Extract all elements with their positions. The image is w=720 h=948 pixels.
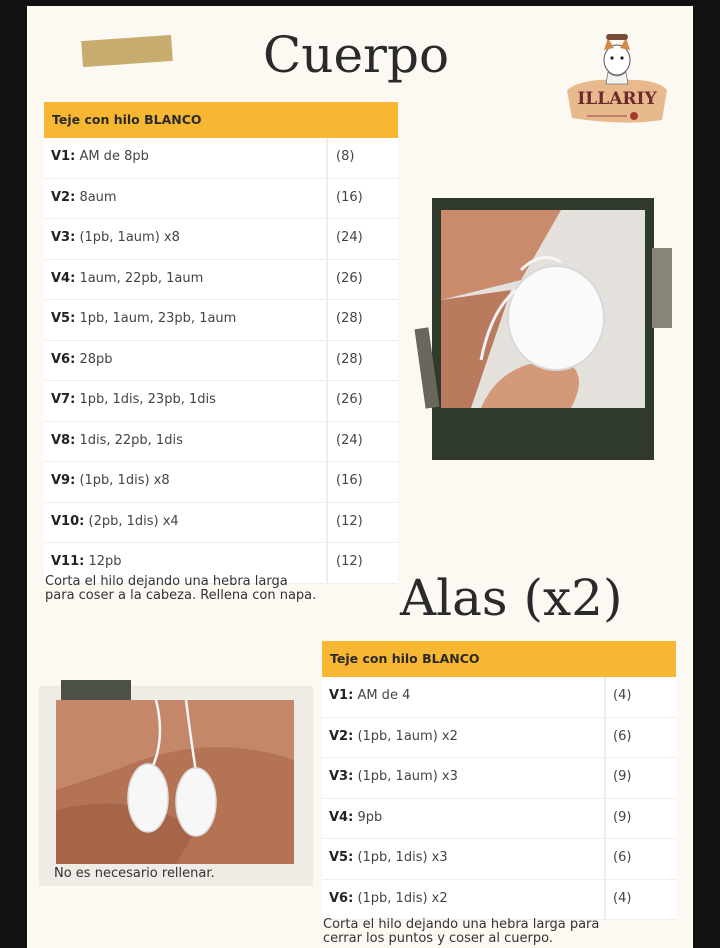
- row-instruction: [329, 758, 458, 796]
- row-label: V4:: [51, 270, 76, 286]
- table-row: [44, 341, 398, 382]
- row-text: 8aum: [75, 189, 117, 205]
- row-text: 1pb, 1dis, 23pb, 1dis: [75, 392, 216, 407]
- row-count: (9): [613, 809, 632, 825]
- row-label: V1:: [51, 149, 76, 164]
- alas-note: [323, 918, 599, 946]
- row-separator: [326, 219, 328, 259]
- row-label: V4:: [329, 809, 354, 825]
- row-count: (6): [613, 850, 632, 865]
- row-label: V9:: [51, 473, 76, 488]
- row-text: AM de 4: [353, 688, 411, 703]
- row-label: V5:: [51, 311, 76, 326]
- row-instruction: [51, 300, 236, 338]
- row-count: (28): [336, 351, 363, 367]
- row-instruction: [329, 799, 382, 837]
- photo-note: No es necesario rellenar.: [54, 866, 215, 881]
- row-separator: [326, 422, 328, 462]
- table-row: [44, 381, 398, 422]
- row-count: (24): [336, 230, 363, 245]
- row-text: AM de 8pb: [75, 149, 149, 164]
- row-separator: [604, 880, 606, 920]
- table-row: [44, 503, 398, 544]
- wings-photo-tape: [61, 680, 131, 700]
- row-text: 12pb: [84, 554, 122, 569]
- row-text: 28pb: [75, 351, 113, 367]
- row-label: V1:: [329, 688, 354, 703]
- row-separator: [326, 381, 328, 421]
- row-text: (1pb, 1aum) x8: [75, 230, 180, 245]
- row-instruction: [51, 422, 183, 460]
- row-text: (1pb, 1aum) x2: [353, 728, 458, 744]
- row-separator: [326, 138, 328, 178]
- row-label: V8:: [51, 432, 76, 448]
- table-row: [322, 799, 676, 840]
- row-instruction: [329, 718, 458, 756]
- row-count: (9): [613, 769, 632, 784]
- cuerpo-note-line1: Corta el hilo dejando una hebra larga: [45, 574, 288, 589]
- frame-tape-left: [415, 327, 440, 408]
- row-label: V7:: [51, 392, 76, 407]
- row-text: (2pb, 1dis) x4: [84, 513, 179, 529]
- row-instruction: [329, 880, 448, 918]
- wings-photo-frame: [39, 686, 313, 886]
- cuerpo-note: [45, 575, 316, 603]
- row-text: 1dis, 22pb, 1dis: [75, 432, 183, 448]
- row-count: (26): [336, 392, 363, 407]
- row-count: (8): [336, 149, 355, 164]
- row-label: V2:: [51, 189, 76, 205]
- table-row: [322, 880, 676, 921]
- alas-note-line1: Corta el hilo dejando una hebra larga para: [323, 917, 600, 932]
- alas-table-header: Teje con hilo BLANCO: [322, 641, 676, 677]
- alas-table: [322, 641, 676, 920]
- row-label: V6:: [329, 890, 354, 906]
- table-row: [44, 422, 398, 463]
- row-text: 1pb, 1aum, 23pb, 1aum: [75, 311, 237, 326]
- row-label: V2:: [329, 728, 354, 744]
- alas-title: Alas (x2): [400, 569, 623, 627]
- row-instruction: [51, 219, 180, 257]
- table-row: [322, 839, 676, 880]
- row-instruction: [51, 462, 170, 500]
- table-row: [44, 260, 398, 301]
- wings-photo: [56, 700, 294, 864]
- table-row: [322, 758, 676, 799]
- row-instruction: [51, 381, 216, 419]
- row-separator: [326, 503, 328, 543]
- body-photo-frame: [432, 198, 654, 460]
- row-separator: [604, 758, 606, 798]
- cuerpo-title: Cuerpo: [263, 26, 450, 84]
- table-row: [322, 677, 676, 718]
- row-count: (6): [613, 728, 632, 744]
- row-count: (28): [336, 311, 363, 326]
- row-count: (12): [336, 554, 363, 569]
- table-row: [44, 462, 398, 503]
- row-separator: [326, 341, 328, 381]
- row-separator: [326, 462, 328, 502]
- cuerpo-table-header: Teje con hilo BLANCO: [44, 102, 398, 138]
- row-separator: [326, 543, 328, 583]
- row-label: V3:: [329, 769, 354, 784]
- row-separator: [326, 300, 328, 340]
- row-instruction: [329, 839, 448, 877]
- row-count: (16): [336, 189, 363, 205]
- row-separator: [604, 677, 606, 717]
- row-count: (4): [613, 890, 632, 906]
- row-count: (24): [336, 432, 363, 448]
- row-text: 9pb: [353, 809, 383, 825]
- row-text: (1pb, 1dis) x3: [353, 850, 448, 865]
- body-photo: [441, 210, 645, 408]
- frame-tape-right: [652, 248, 672, 328]
- row-instruction: [51, 260, 203, 298]
- row-instruction: [51, 179, 117, 217]
- row-instruction: [329, 677, 410, 715]
- row-separator: [326, 179, 328, 219]
- row-label: V10:: [51, 513, 85, 529]
- logo-text: ILLARIY: [577, 89, 657, 109]
- brand-logo: [562, 28, 672, 128]
- tape-decoration: [81, 35, 173, 67]
- row-text: (1pb, 1dis) x8: [75, 473, 170, 488]
- row-separator: [326, 260, 328, 300]
- row-separator: [604, 799, 606, 839]
- table-row: [44, 219, 398, 260]
- row-text: (1pb, 1aum) x3: [353, 769, 458, 784]
- row-label: V3:: [51, 230, 76, 245]
- row-label: V5:: [329, 850, 354, 865]
- row-count: (26): [336, 270, 363, 286]
- row-instruction: [51, 341, 113, 379]
- row-count: (12): [336, 513, 363, 529]
- row-text: (1pb, 1dis) x2: [353, 890, 448, 906]
- cuerpo-table: [44, 102, 398, 584]
- row-label: V6:: [51, 351, 76, 367]
- row-instruction: [51, 138, 149, 176]
- table-row: [322, 718, 676, 759]
- row-count: (16): [336, 473, 363, 488]
- table-row: [44, 179, 398, 220]
- row-separator: [604, 718, 606, 758]
- cuerpo-note-line2: para coser a la cabeza. Rellena con napa.: [45, 588, 317, 603]
- table-row: [44, 300, 398, 341]
- row-text: 1aum, 22pb, 1aum: [75, 270, 204, 286]
- alas-note-line2: cerrar los puntos y coser al cuerpo.: [323, 931, 553, 946]
- row-separator: [604, 839, 606, 879]
- pattern-page: [27, 6, 693, 948]
- table-row: [44, 138, 398, 179]
- row-instruction: [51, 503, 179, 541]
- row-count: (4): [613, 688, 632, 703]
- row-label: V11:: [51, 554, 85, 569]
